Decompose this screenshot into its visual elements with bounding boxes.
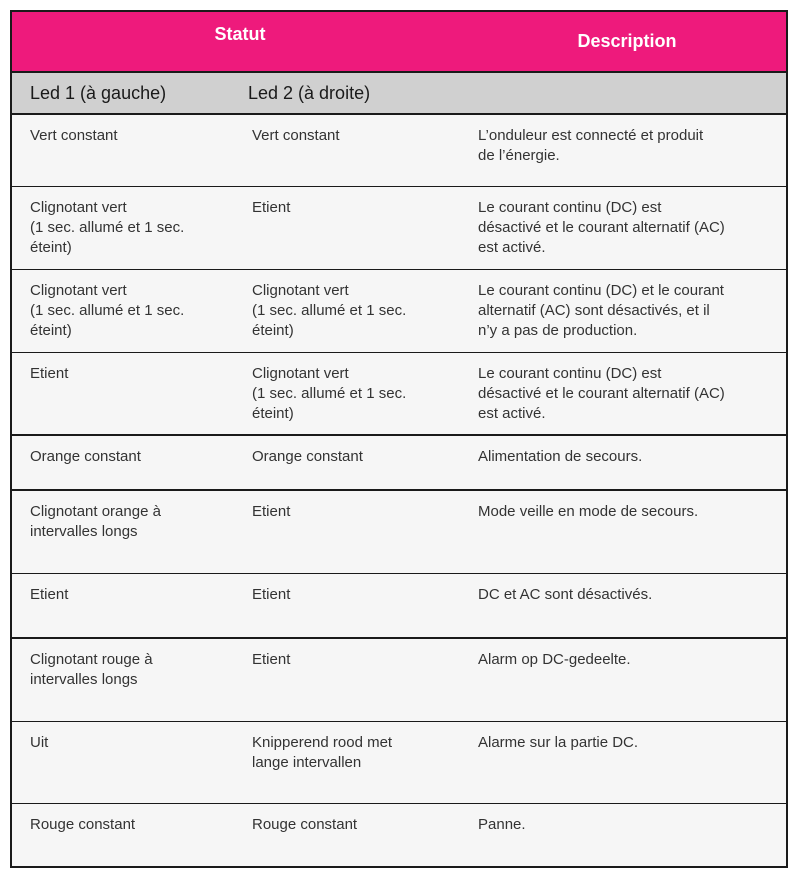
cell-led2: Clignotant vert (1 sec. allumé et 1 sec. éteint) [240, 352, 468, 435]
cell-description: Le courant continu (DC) est désactivé et le courant alternatif (AC) est activé. [468, 352, 786, 435]
cell-led2: Clignotant vert (1 sec. allumé et 1 sec. éteint) [240, 269, 468, 352]
table-row [12, 638, 786, 721]
cell-led1: Vert constant [12, 114, 240, 186]
cell-description: Alarm op DC-gedeelte. [468, 638, 786, 721]
table-row [12, 573, 786, 638]
led-status-table [12, 12, 786, 866]
cell-led1: Etient [12, 352, 240, 435]
cell-description: Mode veille en mode de secours. [468, 490, 786, 573]
cell-led2: Etient [240, 490, 468, 573]
table-row [12, 435, 786, 490]
header-row [12, 12, 786, 72]
subheader-led1: Led 1 (à gauche) [12, 72, 240, 114]
subheader-row [12, 72, 786, 114]
table-row [12, 490, 786, 573]
cell-led2: Knipperend rood met lange intervallen [240, 721, 468, 803]
table-row [12, 352, 786, 435]
cell-description: Alimentation de secours. [468, 435, 786, 490]
cell-description: Le courant continu (DC) est désactivé et le courant alternatif (AC) est activé. [468, 186, 786, 269]
cell-description: Panne. [468, 803, 786, 866]
cell-led2: Rouge constant [240, 803, 468, 866]
cell-led1: Orange constant [12, 435, 240, 490]
cell-led1: Clignotant rouge à intervalles longs [12, 638, 240, 721]
header-statut: Statut [12, 12, 468, 72]
cell-led1: Uit [12, 721, 240, 803]
header-description: Description [468, 12, 786, 72]
cell-description: DC et AC sont désactivés. [468, 573, 786, 638]
cell-led1: Clignotant orange à intervalles longs [12, 490, 240, 573]
cell-led2: Etient [240, 186, 468, 269]
cell-led2: Vert constant [240, 114, 468, 186]
subheader-led2: Led 2 (à droite) [240, 72, 468, 114]
table-body [12, 114, 786, 866]
cell-description: Alarme sur la partie DC. [468, 721, 786, 803]
cell-description: Le courant continu (DC) et le courant alternatif (AC) sont désactivés, et il n’y a pas de production. [468, 269, 786, 352]
cell-led1: Clignotant vert (1 sec. allumé et 1 sec. éteint) [12, 269, 240, 352]
cell-led2: Orange constant [240, 435, 468, 490]
led-status-table-container [10, 10, 788, 868]
table-row [12, 114, 786, 186]
table-row [12, 186, 786, 269]
cell-led1: Etient [12, 573, 240, 638]
table-row [12, 269, 786, 352]
cell-led1: Rouge constant [12, 803, 240, 866]
table-row [12, 803, 786, 866]
cell-led1: Clignotant vert (1 sec. allumé et 1 sec. éteint) [12, 186, 240, 269]
table-row [12, 721, 786, 803]
cell-description: L’onduleur est connecté et produit de l’énergie. [468, 114, 786, 186]
subheader-empty [468, 72, 786, 114]
cell-led2: Etient [240, 638, 468, 721]
cell-led2: Etient [240, 573, 468, 638]
